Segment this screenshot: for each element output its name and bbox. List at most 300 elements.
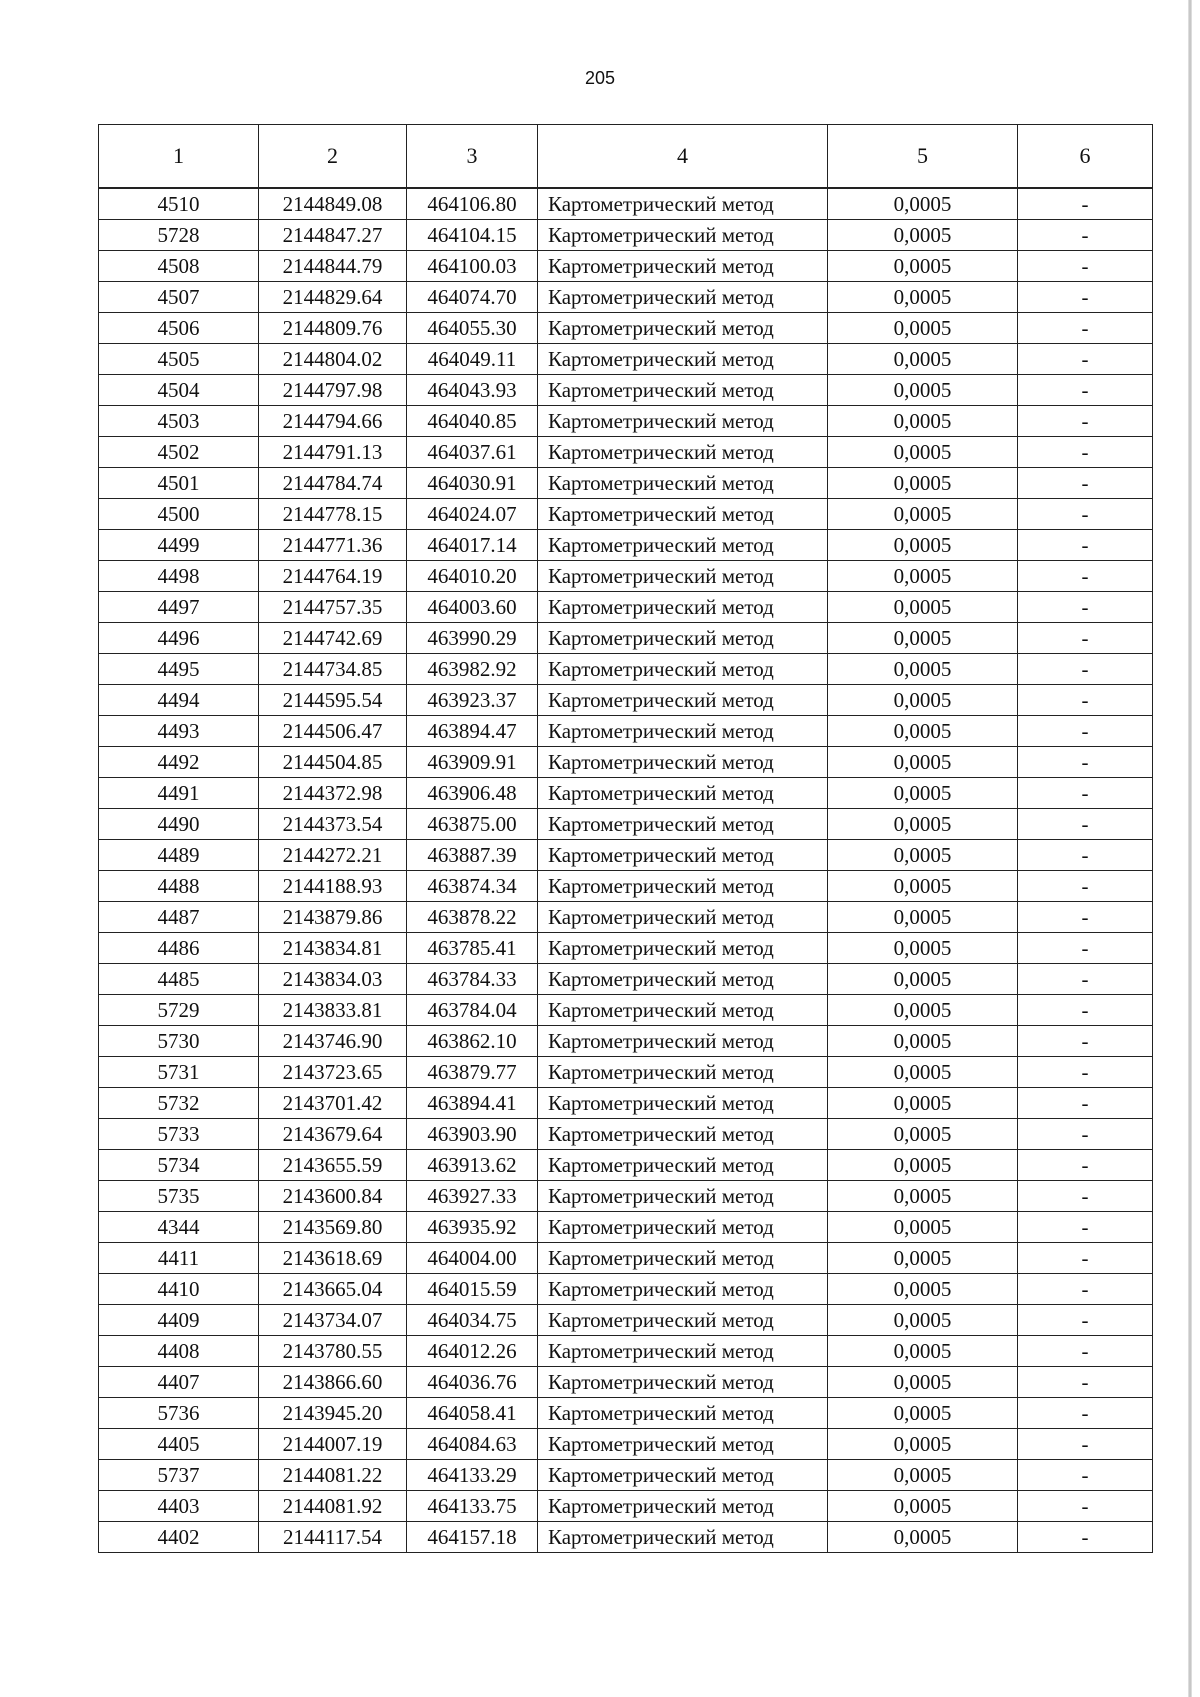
table-cell: - [1018, 375, 1153, 406]
table-cell: Картометрический метод [538, 468, 828, 499]
table-cell: 463887.39 [407, 840, 538, 871]
table-row [99, 220, 1153, 251]
table-cell: 463935.92 [407, 1212, 538, 1243]
table-cell: 2144797.98 [259, 375, 407, 406]
table-cell: 463894.41 [407, 1088, 538, 1119]
table-cell: 5730 [99, 1026, 259, 1057]
table-cell: 4500 [99, 499, 259, 530]
table-cell: Картометрический метод [538, 313, 828, 344]
table-cell: Картометрический метод [538, 809, 828, 840]
table-cell: - [1018, 1367, 1153, 1398]
table-cell: 4490 [99, 809, 259, 840]
table-cell: - [1018, 220, 1153, 251]
table-cell: 463862.10 [407, 1026, 538, 1057]
table-cell: 463909.91 [407, 747, 538, 778]
table-row [99, 251, 1153, 282]
table-cell: 4489 [99, 840, 259, 871]
table-row [99, 747, 1153, 778]
table-cell: - [1018, 716, 1153, 747]
table-cell: - [1018, 1088, 1153, 1119]
table-cell: 2143834.03 [259, 964, 407, 995]
table-cell: 2143600.84 [259, 1181, 407, 1212]
table-cell: 0,0005 [828, 344, 1018, 375]
table-cell: 5737 [99, 1460, 259, 1491]
table-cell: Картометрический метод [538, 282, 828, 313]
table-cell: 0,0005 [828, 1522, 1018, 1553]
table-cell: Картометрический метод [538, 1057, 828, 1088]
table-cell: 2144595.54 [259, 685, 407, 716]
table-cell: 2143833.81 [259, 995, 407, 1026]
table-cell: 4496 [99, 623, 259, 654]
table-row [99, 1460, 1153, 1491]
table-cell: Картометрический метод [538, 1088, 828, 1119]
table-cell: 0,0005 [828, 623, 1018, 654]
table-cell: - [1018, 251, 1153, 282]
table-cell: 2144081.22 [259, 1460, 407, 1491]
table-cell: 2144506.47 [259, 716, 407, 747]
table-cell: Картометрический метод [538, 747, 828, 778]
table-cell: 2143618.69 [259, 1243, 407, 1274]
table-row [99, 902, 1153, 933]
table-row [99, 437, 1153, 468]
table-cell: 464037.61 [407, 437, 538, 468]
table-cell: 464003.60 [407, 592, 538, 623]
table-cell: 4505 [99, 344, 259, 375]
table-cell: Картометрический метод [538, 1522, 828, 1553]
table-cell: 463875.00 [407, 809, 538, 840]
table-cell: 5733 [99, 1119, 259, 1150]
table-cell: 464133.75 [407, 1491, 538, 1522]
table-cell: - [1018, 1491, 1153, 1522]
table-cell: 2143834.81 [259, 933, 407, 964]
table-cell: - [1018, 1398, 1153, 1429]
table-cell: 464036.76 [407, 1367, 538, 1398]
table-cell: - [1018, 809, 1153, 840]
table-row [99, 313, 1153, 344]
table-cell: 2144829.64 [259, 282, 407, 313]
table-cell: 2144804.02 [259, 344, 407, 375]
coordinates-table [98, 124, 1153, 1553]
table-cell: 464058.41 [407, 1398, 538, 1429]
table-cell: 2144849.08 [259, 188, 407, 220]
table-cell: 2144844.79 [259, 251, 407, 282]
table-cell: 0,0005 [828, 530, 1018, 561]
table-row [99, 1212, 1153, 1243]
table-cell: - [1018, 1026, 1153, 1057]
table-cell: 5736 [99, 1398, 259, 1429]
table-cell: Картометрический метод [538, 1026, 828, 1057]
table-cell: 464157.18 [407, 1522, 538, 1553]
table-cell: - [1018, 995, 1153, 1026]
column-header: 5 [828, 125, 1018, 189]
table-cell: 2143746.90 [259, 1026, 407, 1057]
table-cell: 0,0005 [828, 1305, 1018, 1336]
table-cell: 2144791.13 [259, 437, 407, 468]
table-cell: 5728 [99, 220, 259, 251]
table-cell: 463874.34 [407, 871, 538, 902]
table-cell: - [1018, 406, 1153, 437]
table-cell: 0,0005 [828, 902, 1018, 933]
table-cell: Картометрический метод [538, 902, 828, 933]
table-cell: 0,0005 [828, 1119, 1018, 1150]
table-row [99, 1522, 1153, 1553]
table-cell: 464104.15 [407, 220, 538, 251]
table-cell: 0,0005 [828, 499, 1018, 530]
table-cell: 0,0005 [828, 561, 1018, 592]
table-cell: 463784.04 [407, 995, 538, 1026]
table-cell: - [1018, 1119, 1153, 1150]
table-cell: - [1018, 964, 1153, 995]
table-cell: 2143723.65 [259, 1057, 407, 1088]
table-cell: 2144809.76 [259, 313, 407, 344]
table-row [99, 840, 1153, 871]
table-cell: Картометрический метод [538, 1398, 828, 1429]
table-cell: - [1018, 561, 1153, 592]
table-cell: 4403 [99, 1491, 259, 1522]
table-cell: 463894.47 [407, 716, 538, 747]
table-cell: 464049.11 [407, 344, 538, 375]
table-cell: - [1018, 654, 1153, 685]
table-row [99, 1274, 1153, 1305]
table-row [99, 1057, 1153, 1088]
table-cell: 2144081.92 [259, 1491, 407, 1522]
table-cell: 0,0005 [828, 1212, 1018, 1243]
table-cell: 4405 [99, 1429, 259, 1460]
table-cell: 2144778.15 [259, 499, 407, 530]
table-row [99, 406, 1153, 437]
table-cell: - [1018, 1274, 1153, 1305]
table-cell: 2144372.98 [259, 778, 407, 809]
table-row [99, 1336, 1153, 1367]
table-cell: Картометрический метод [538, 1119, 828, 1150]
table-cell: 2143655.59 [259, 1150, 407, 1181]
table-cell: 2144764.19 [259, 561, 407, 592]
table-cell: 4407 [99, 1367, 259, 1398]
table-cell: 464012.26 [407, 1336, 538, 1367]
table-cell: - [1018, 313, 1153, 344]
table-cell: 4503 [99, 406, 259, 437]
table-cell: - [1018, 499, 1153, 530]
table-cell: 5732 [99, 1088, 259, 1119]
table-cell: Картометрический метод [538, 499, 828, 530]
table-row [99, 1491, 1153, 1522]
table-row [99, 1429, 1153, 1460]
table-cell: 0,0005 [828, 1243, 1018, 1274]
table-cell: Картометрический метод [538, 1150, 828, 1181]
table-cell: 464015.59 [407, 1274, 538, 1305]
table-cell: Картометрический метод [538, 1429, 828, 1460]
table-cell: 0,0005 [828, 1460, 1018, 1491]
table-cell: Картометрический метод [538, 1181, 828, 1212]
table-cell: Картометрический метод [538, 344, 828, 375]
table-cell: Картометрический метод [538, 530, 828, 561]
column-header: 6 [1018, 125, 1153, 189]
table-cell: 0,0005 [828, 188, 1018, 220]
table-cell: 463906.48 [407, 778, 538, 809]
table-cell: 464074.70 [407, 282, 538, 313]
table-body [99, 188, 1153, 1553]
table-cell: - [1018, 623, 1153, 654]
table-cell: - [1018, 1336, 1153, 1367]
table-cell: 463982.92 [407, 654, 538, 685]
column-header: 4 [538, 125, 828, 189]
table-cell: 2144504.85 [259, 747, 407, 778]
table-cell: 4497 [99, 592, 259, 623]
table-cell: 0,0005 [828, 654, 1018, 685]
table-cell: Картометрический метод [538, 406, 828, 437]
table-cell: Картометрический метод [538, 995, 828, 1026]
table-cell: 464030.91 [407, 468, 538, 499]
table-row [99, 375, 1153, 406]
table-row [99, 809, 1153, 840]
column-header: 2 [259, 125, 407, 189]
table-cell: 4402 [99, 1522, 259, 1553]
table-row [99, 561, 1153, 592]
table-cell: Картометрический метод [538, 1243, 828, 1274]
table-cell: Картометрический метод [538, 437, 828, 468]
table-cell: 2143945.20 [259, 1398, 407, 1429]
table-cell: 5731 [99, 1057, 259, 1088]
table-cell: 4486 [99, 933, 259, 964]
table-row [99, 623, 1153, 654]
table-cell: 0,0005 [828, 809, 1018, 840]
table-row [99, 1305, 1153, 1336]
table-cell: Картометрический метод [538, 1460, 828, 1491]
table-cell: Картометрический метод [538, 623, 828, 654]
table-cell: 464133.29 [407, 1460, 538, 1491]
table-cell: 2144771.36 [259, 530, 407, 561]
table-cell: - [1018, 1460, 1153, 1491]
column-header: 3 [407, 125, 538, 189]
table-cell: 0,0005 [828, 437, 1018, 468]
table-row [99, 282, 1153, 313]
table-cell: 0,0005 [828, 282, 1018, 313]
table-cell: 0,0005 [828, 1274, 1018, 1305]
table-cell: 464084.63 [407, 1429, 538, 1460]
table-cell: 4493 [99, 716, 259, 747]
table-header-row [99, 125, 1153, 189]
table-cell: 0,0005 [828, 1026, 1018, 1057]
table-cell: 0,0005 [828, 1367, 1018, 1398]
table-cell: Картометрический метод [538, 561, 828, 592]
scan-edge-shadow [1188, 0, 1192, 1697]
table-cell: - [1018, 747, 1153, 778]
table-cell: 2144007.19 [259, 1429, 407, 1460]
table-cell: 464106.80 [407, 188, 538, 220]
table-cell: 463990.29 [407, 623, 538, 654]
table-cell: 4506 [99, 313, 259, 344]
table-cell: 0,0005 [828, 251, 1018, 282]
table-cell: 4501 [99, 468, 259, 499]
table-cell: 2143780.55 [259, 1336, 407, 1367]
table-cell: 0,0005 [828, 1150, 1018, 1181]
table-row [99, 654, 1153, 685]
table-cell: - [1018, 1305, 1153, 1336]
table-cell: Картометрический метод [538, 1336, 828, 1367]
table-cell: 464004.00 [407, 1243, 538, 1274]
table-cell: 0,0005 [828, 1057, 1018, 1088]
table-cell: 2143679.64 [259, 1119, 407, 1150]
table-cell: 464043.93 [407, 375, 538, 406]
table-cell: 2144794.66 [259, 406, 407, 437]
table-cell: 2144757.35 [259, 592, 407, 623]
table-cell: 0,0005 [828, 716, 1018, 747]
table-cell: - [1018, 1429, 1153, 1460]
table-cell: Картометрический метод [538, 685, 828, 716]
table-cell: 464100.03 [407, 251, 538, 282]
table-row [99, 1367, 1153, 1398]
table-cell: 4411 [99, 1243, 259, 1274]
table-cell: 2144784.74 [259, 468, 407, 499]
table-cell: 463784.33 [407, 964, 538, 995]
table-cell: 0,0005 [828, 1088, 1018, 1119]
table-cell: Картометрический метод [538, 1212, 828, 1243]
table-cell: 463923.37 [407, 685, 538, 716]
table-cell: Картометрический метод [538, 592, 828, 623]
table-cell: 4504 [99, 375, 259, 406]
table-cell: Картометрический метод [538, 1367, 828, 1398]
table-cell: 2143701.42 [259, 1088, 407, 1119]
table-cell: - [1018, 530, 1153, 561]
table-cell: 2144742.69 [259, 623, 407, 654]
table-cell: 464055.30 [407, 313, 538, 344]
table-cell: - [1018, 468, 1153, 499]
table-cell: 0,0005 [828, 871, 1018, 902]
table-cell: Картометрический метод [538, 251, 828, 282]
table-cell: 2144847.27 [259, 220, 407, 251]
table-cell: 4498 [99, 561, 259, 592]
table-row [99, 995, 1153, 1026]
table-cell: Картометрический метод [538, 1305, 828, 1336]
table-cell: 0,0005 [828, 933, 1018, 964]
table-cell: 0,0005 [828, 313, 1018, 344]
table-row [99, 1088, 1153, 1119]
table-cell: 464017.14 [407, 530, 538, 561]
table-cell: Картометрический метод [538, 778, 828, 809]
table-cell: - [1018, 437, 1153, 468]
table-cell: - [1018, 188, 1153, 220]
table-cell: Картометрический метод [538, 871, 828, 902]
table-cell: 463927.33 [407, 1181, 538, 1212]
table-cell: 463903.90 [407, 1119, 538, 1150]
table-row [99, 188, 1153, 220]
table-cell: 2144117.54 [259, 1522, 407, 1553]
table-cell: 0,0005 [828, 1398, 1018, 1429]
table-cell: 4494 [99, 685, 259, 716]
table-cell: 0,0005 [828, 747, 1018, 778]
table-cell: 5729 [99, 995, 259, 1026]
table-cell: 2143665.04 [259, 1274, 407, 1305]
table-cell: 2144734.85 [259, 654, 407, 685]
table-cell: - [1018, 1243, 1153, 1274]
table-cell: 0,0005 [828, 592, 1018, 623]
table-cell: 0,0005 [828, 1336, 1018, 1367]
table-cell: 4492 [99, 747, 259, 778]
table-row [99, 592, 1153, 623]
table-cell: Картометрический метод [538, 1274, 828, 1305]
table-cell: 2144188.93 [259, 871, 407, 902]
table-cell: - [1018, 685, 1153, 716]
table-cell: 0,0005 [828, 995, 1018, 1026]
table-row [99, 871, 1153, 902]
table-cell: - [1018, 871, 1153, 902]
table-cell: 4344 [99, 1212, 259, 1243]
table-cell: Картометрический метод [538, 840, 828, 871]
table-cell: - [1018, 1212, 1153, 1243]
page-number: 205 [584, 68, 616, 88]
table-cell: 0,0005 [828, 840, 1018, 871]
table-row [99, 933, 1153, 964]
table-row [99, 1119, 1153, 1150]
table-cell: 4408 [99, 1336, 259, 1367]
table-cell: 463785.41 [407, 933, 538, 964]
table-cell: 2144272.21 [259, 840, 407, 871]
table-cell: 5735 [99, 1181, 259, 1212]
table-cell: 464024.07 [407, 499, 538, 530]
table-cell: Картометрический метод [538, 716, 828, 747]
table-cell: 4410 [99, 1274, 259, 1305]
table-cell: Картометрический метод [538, 933, 828, 964]
table-cell: Картометрический метод [538, 1491, 828, 1522]
table-row [99, 1398, 1153, 1429]
table-row [99, 1243, 1153, 1274]
table-cell: 4507 [99, 282, 259, 313]
table-cell: - [1018, 282, 1153, 313]
table-cell: - [1018, 1181, 1153, 1212]
table-cell: 2143734.07 [259, 1305, 407, 1336]
table-cell: 464034.75 [407, 1305, 538, 1336]
table-cell: Картометрический метод [538, 220, 828, 251]
table-cell: 4485 [99, 964, 259, 995]
table-cell: Картометрический метод [538, 654, 828, 685]
table-cell: Картометрический метод [538, 375, 828, 406]
table-cell: 2143569.80 [259, 1212, 407, 1243]
table-cell: - [1018, 592, 1153, 623]
table-cell: Картометрический метод [538, 964, 828, 995]
table-row [99, 1026, 1153, 1057]
table-cell: 4508 [99, 251, 259, 282]
table-cell: 4409 [99, 1305, 259, 1336]
table-row [99, 1150, 1153, 1181]
table-cell: - [1018, 933, 1153, 964]
table-cell: 4491 [99, 778, 259, 809]
table-cell: 463913.62 [407, 1150, 538, 1181]
table-row [99, 685, 1153, 716]
table-row [99, 964, 1153, 995]
table-cell: Картометрический метод [538, 188, 828, 220]
table-cell: - [1018, 344, 1153, 375]
table-cell: 4510 [99, 188, 259, 220]
table-cell: 464010.20 [407, 561, 538, 592]
table-row [99, 468, 1153, 499]
table-row [99, 499, 1153, 530]
table-cell: - [1018, 1057, 1153, 1088]
table-cell: - [1018, 1522, 1153, 1553]
table-cell: 4502 [99, 437, 259, 468]
table-cell: 0,0005 [828, 468, 1018, 499]
table-cell: 464040.85 [407, 406, 538, 437]
table-cell: - [1018, 1150, 1153, 1181]
table-cell: 0,0005 [828, 406, 1018, 437]
table-row [99, 716, 1153, 747]
table-cell: 5734 [99, 1150, 259, 1181]
table-row [99, 1181, 1153, 1212]
table-cell: 0,0005 [828, 1181, 1018, 1212]
table-cell: - [1018, 840, 1153, 871]
table-cell: 0,0005 [828, 375, 1018, 406]
table-cell: 0,0005 [828, 1429, 1018, 1460]
table-cell: 4487 [99, 902, 259, 933]
